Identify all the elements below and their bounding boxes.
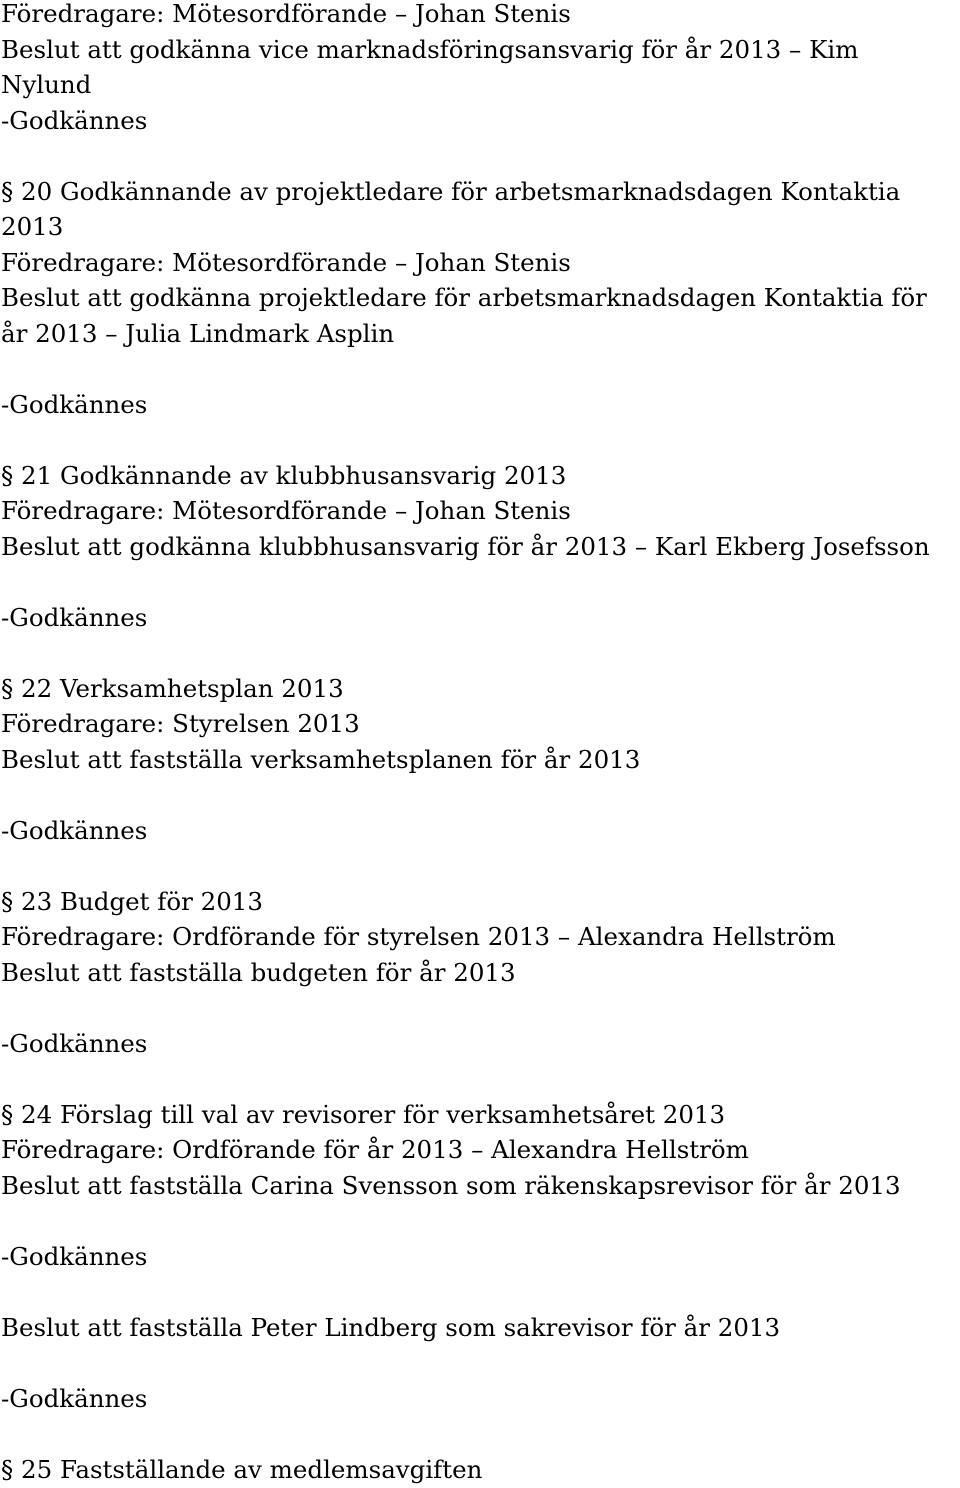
decision-line: Beslut att fastställa budgeten för år 2013 bbox=[1, 957, 516, 987]
agenda-item-24 bbox=[1, 1097, 930, 1417]
decision-line: Beslut att godkänna projektledare för arbetsmarknadsdagen Kontaktia för bbox=[1, 283, 927, 313]
result-line: -Godkännes bbox=[1, 1383, 148, 1413]
section-heading: § 22 Verksamhetsplan 2013 bbox=[1, 673, 344, 703]
result-line: -Godkännes bbox=[1, 602, 148, 632]
decision-line: Beslut att godkänna vice marknadsföringsansvarig för år 2013 – Kim bbox=[1, 34, 859, 64]
presenter-line: Föredragare: Ordförande för styrelsen 2013 – Alexandra Hellström bbox=[1, 922, 836, 952]
agenda-item-23 bbox=[1, 884, 930, 1062]
decision-line: Beslut att fastställa Carina Svensson som räkenskapsrevisor för år 2013 bbox=[1, 1170, 901, 1200]
presenter-line: Föredragare: Mötesordförande – Johan Stenis bbox=[1, 496, 571, 526]
section-heading: § 20 Godkännande av projektledare för arbetsmarknadsdagen Kontaktia bbox=[1, 176, 901, 206]
decision-line: Beslut att fastställa verksamhetsplanen för år 2013 bbox=[1, 744, 641, 774]
decision-line: år 2013 – Julia Lindmark Asplin bbox=[1, 318, 395, 348]
agenda-item-22 bbox=[1, 671, 930, 849]
section-heading: 2013 bbox=[1, 212, 64, 242]
section-heading: § 25 Fastställande av medlemsavgiften bbox=[1, 1454, 483, 1484]
decision-line: Beslut att fastställa Peter Lindberg som sakrevisor för år 2013 bbox=[1, 1312, 781, 1342]
result-line: -Godkännes bbox=[1, 1028, 148, 1058]
decision-line: Beslut att godkänna klubbhusansvarig för år 2013 – Karl Ekberg Josefsson bbox=[1, 531, 930, 561]
presenter-line: Föredragare: Mötesordförande – Johan Stenis bbox=[1, 0, 571, 29]
presenter-line: Föredragare: Styrelsen 2013 bbox=[1, 709, 360, 739]
result-line: -Godkännes bbox=[1, 1241, 148, 1271]
result-line: -Godkännes bbox=[1, 105, 148, 135]
section-heading: § 21 Godkännande av klubbhusansvarig 2013 bbox=[1, 460, 567, 490]
section-heading: § 23 Budget för 2013 bbox=[1, 886, 263, 916]
continued-agenda-item bbox=[1, 0, 930, 138]
result-line: -Godkännes bbox=[1, 389, 148, 419]
presenter-line: Föredragare: Mötesordförande – Johan Stenis bbox=[1, 247, 571, 277]
presenter-line: Föredragare: Ordförande för år 2013 – Alexandra Hellström bbox=[1, 1135, 749, 1165]
document-page bbox=[1, 0, 930, 1487]
agenda-item-21 bbox=[1, 458, 930, 636]
decision-line: Nylund bbox=[1, 70, 92, 100]
agenda-item-25 bbox=[1, 1452, 930, 1488]
agenda-item-20 bbox=[1, 174, 930, 423]
section-heading: § 24 Förslag till val av revisorer för verksamhetsåret 2013 bbox=[1, 1099, 726, 1129]
result-line: -Godkännes bbox=[1, 815, 148, 845]
